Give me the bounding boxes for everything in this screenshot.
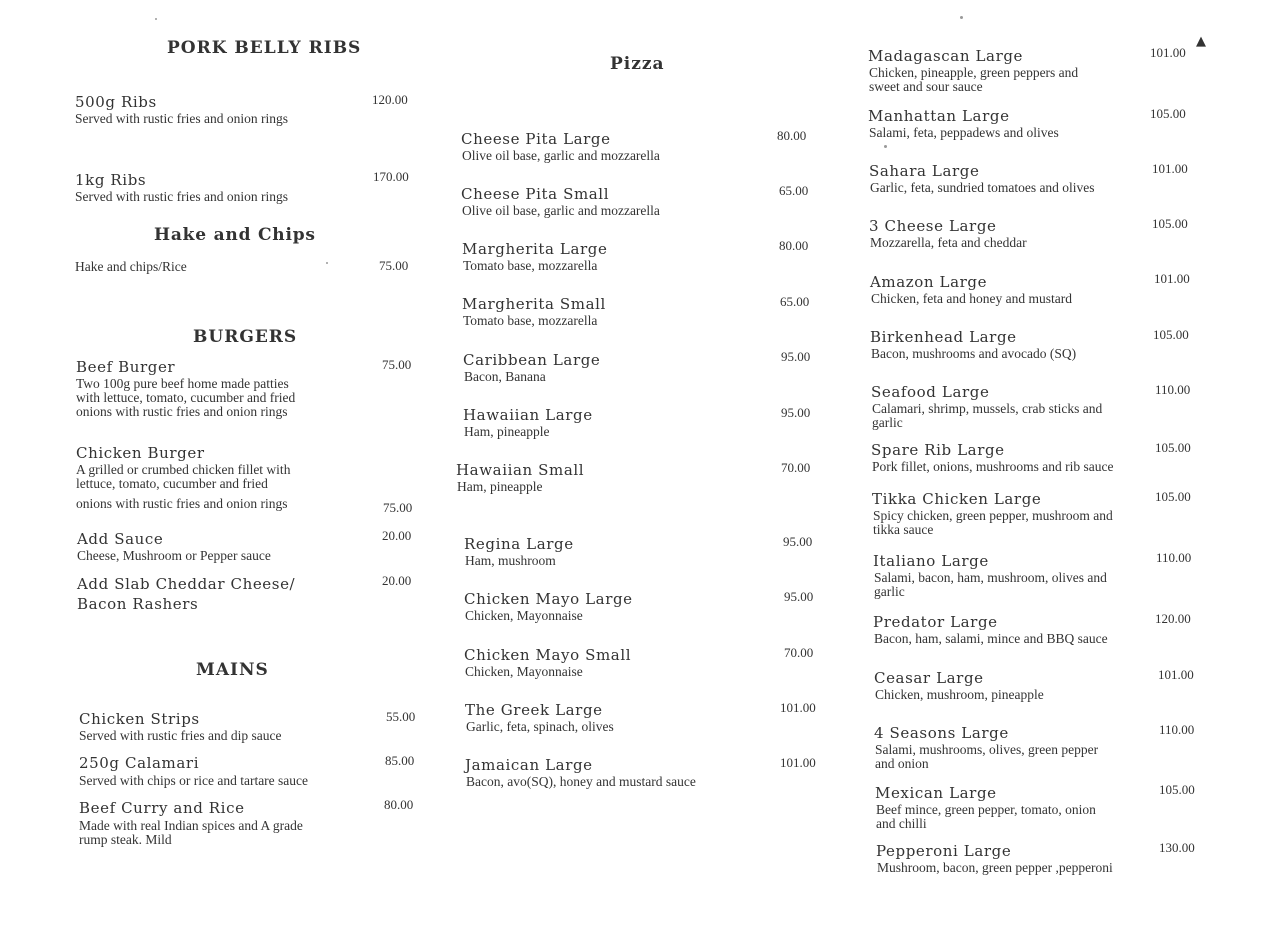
scan-speck [884, 145, 887, 148]
item-desc: Served with rustic fries and onion rings [75, 189, 288, 204]
pizza-desc: Chicken, pineapple, green peppers and sweet and sour sauce [869, 65, 1079, 94]
pizza-desc: Bacon, Banana [464, 369, 546, 384]
pizza-desc: Tomato base, mozzarella [463, 313, 598, 328]
pizza-desc: Garlic, feta, sundried tomatoes and olives [870, 180, 1095, 195]
pizza-name: Spare Rib Large [871, 441, 1005, 459]
pizza-price: 70.00 [781, 460, 811, 475]
pizza-name: Margherita Large [462, 240, 608, 258]
pizza-desc: Mozzarella, feta and cheddar [870, 235, 1027, 250]
scan-speck [326, 262, 328, 264]
item-desc: A grilled or crumbed chicken fillet with lettuce, tomato, cucumber and fried [76, 462, 291, 491]
pizza-desc: Salami, feta, peppadews and olives [869, 125, 1059, 140]
item-name: Chicken Burger [76, 444, 205, 462]
item-name: Add Sauce [77, 530, 164, 548]
pizza-price: 130.00 [1159, 840, 1195, 855]
pizza-price: 65.00 [780, 294, 810, 309]
pizza-name: Regina Large [464, 535, 574, 553]
pizza-desc: Pork fillet, onions, mushrooms and rib sauce [872, 459, 1114, 474]
pizza-price: 80.00 [777, 128, 807, 143]
pizza-desc: Chicken, Mayonnaise [465, 664, 583, 679]
pizza-price: 70.00 [784, 645, 814, 660]
item-price: 80.00 [384, 797, 414, 812]
pizza-price: 101.00 [1158, 667, 1194, 682]
pizza-price: 105.00 [1155, 489, 1191, 504]
pizza-name: Predator Large [873, 613, 998, 631]
pizza-price: 110.00 [1156, 550, 1192, 565]
item-price: 75.00 [383, 500, 413, 515]
item-name: Chicken Strips [79, 710, 200, 728]
pizza-price: 95.00 [783, 534, 813, 549]
pizza-name: Hawaiian Small [456, 461, 585, 479]
pizza-name: Hawaiian Large [463, 406, 593, 424]
item-price: 85.00 [385, 753, 415, 768]
pizza-desc: Calamari, shrimp, mussels, crab sticks and garlic [872, 401, 1103, 430]
pizza-desc: Chicken, Mayonnaise [465, 608, 583, 623]
item-desc: Served with chips or rice and tartare sauce [79, 773, 309, 788]
pizza-name: Madagascan Large [868, 47, 1024, 65]
item-desc: Served with rustic fries and dip sauce [79, 728, 282, 743]
pizza-desc: Mushroom, bacon, green pepper ,pepperoni [877, 860, 1113, 875]
pizza-price: 101.00 [1154, 271, 1190, 286]
pizza-name: The Greek Large [465, 701, 603, 719]
item-name: Add Slab Cheddar Cheese/ Bacon Rashers [77, 575, 296, 613]
pizza-price: 105.00 [1150, 106, 1186, 121]
pizza-price: 80.00 [779, 238, 809, 253]
pizza-name: Caribbean Large [463, 351, 601, 369]
section-title-pork-belly-ribs: PORK BELLY RIBS [167, 38, 362, 58]
item-name: 500g Ribs [75, 93, 157, 111]
item-desc: Two 100g pure beef home made patties with lettuce, tomato, cucumber and fried onions with rustic fries and onion rings [76, 376, 296, 419]
pizza-desc: Chicken, feta and honey and mustard [871, 291, 1072, 306]
pizza-price: 105.00 [1155, 440, 1191, 455]
item-price: 75.00 [379, 258, 409, 273]
item-price: 170.00 [373, 169, 409, 184]
pizza-name: 4 Seasons Large [874, 724, 1009, 742]
pizza-desc: Ham, pineapple [464, 424, 550, 439]
pizza-name: Chicken Mayo Large [464, 590, 633, 608]
item-desc: Cheese, Mushroom or Pepper sauce [77, 548, 271, 563]
pizza-price: 110.00 [1159, 722, 1195, 737]
pizza-name: Amazon Large [870, 273, 988, 291]
pizza-desc: Salami, bacon, ham, mushroom, olives and garlic [874, 570, 1107, 599]
pizza-name: Italiano Large [873, 552, 989, 570]
pizza-price: 105.00 [1152, 216, 1188, 231]
pizza-desc: Bacon, mushrooms and avocado (SQ) [871, 346, 1077, 361]
item-desc: Made with real Indian spices and A grade rump steak. Mild [79, 818, 303, 847]
pizza-name: Chicken Mayo Small [464, 646, 632, 664]
item-price: 75.00 [382, 357, 412, 372]
pizza-desc: Ham, mushroom [465, 553, 556, 568]
pizza-price: 105.00 [1159, 782, 1195, 797]
pizza-price: 120.00 [1155, 611, 1191, 626]
item-desc: onions with rustic fries and onion rings [76, 496, 288, 511]
item-name: Hake and chips/Rice [75, 259, 187, 274]
pizza-name: Birkenhead Large [870, 328, 1017, 346]
pizza-price: 101.00 [1150, 45, 1186, 60]
pizza-name: Tikka Chicken Large [872, 490, 1042, 508]
item-name: Beef Curry and Rice [79, 799, 245, 817]
item-name: Beef Burger [76, 358, 176, 376]
pizza-price: 101.00 [780, 755, 816, 770]
section-title-pizza: Pizza [610, 54, 665, 74]
pizza-desc: Bacon, ham, salami, mince and BBQ sauce [874, 631, 1108, 646]
pizza-price: 110.00 [1155, 382, 1191, 397]
pizza-name: 3 Cheese Large [869, 217, 997, 235]
pizza-name: Cheese Pita Large [461, 130, 611, 148]
pizza-desc: Spicy chicken, green pepper, mushroom and tikka sauce [873, 508, 1113, 537]
item-name: 250g Calamari [79, 754, 200, 772]
pizza-name: Ceasar Large [874, 669, 984, 687]
pizza-name: Margherita Small [462, 295, 606, 313]
scan-speck [155, 18, 157, 20]
pizza-price: 95.00 [781, 405, 811, 420]
pizza-price: 101.00 [1152, 161, 1188, 176]
pizza-desc: Tomato base, mozzarella [463, 258, 598, 273]
pizza-name: Jamaican Large [465, 756, 593, 774]
item-desc: Served with rustic fries and onion rings [75, 111, 288, 126]
item-price: 120.00 [372, 92, 408, 107]
scan-speck [960, 16, 963, 19]
pizza-price: 65.00 [779, 183, 809, 198]
item-price: 20.00 [382, 573, 412, 588]
pizza-name: Mexican Large [875, 784, 997, 802]
pizza-name: Seafood Large [871, 383, 990, 401]
pizza-name: Cheese Pita Small [461, 185, 610, 203]
pizza-desc: Olive oil base, garlic and mozzarella [462, 148, 660, 163]
section-title-hake-and-chips: Hake and Chips [154, 225, 316, 245]
item-price: 55.00 [386, 709, 416, 724]
pizza-name: Manhattan Large [868, 107, 1010, 125]
section-title-mains: MAINS [196, 660, 269, 680]
pizza-desc: Ham, pineapple [457, 479, 543, 494]
pizza-price: 101.00 [780, 700, 816, 715]
pizza-desc: Chicken, mushroom, pineapple [875, 687, 1044, 702]
pizza-desc: Bacon, avo(SQ), honey and mustard sauce [466, 774, 696, 789]
pizza-price: 95.00 [781, 349, 811, 364]
pizza-desc: Garlic, feta, spinach, olives [466, 719, 614, 734]
item-price: 20.00 [382, 528, 412, 543]
scan-mark: ▲ [1196, 34, 1206, 49]
pizza-desc: Olive oil base, garlic and mozzarella [462, 203, 660, 218]
pizza-desc: Beef mince, green pepper, tomato, onion and chilli [876, 802, 1096, 831]
section-title-burgers: BURGERS [193, 327, 298, 347]
pizza-desc: Salami, mushrooms, olives, green pepper and onion [875, 742, 1099, 771]
pizza-name: Sahara Large [869, 162, 980, 180]
pizza-name: Pepperoni Large [876, 842, 1012, 860]
pizza-price: 95.00 [784, 589, 814, 604]
item-name: 1kg Ribs [75, 171, 147, 189]
pizza-price: 105.00 [1153, 327, 1189, 342]
